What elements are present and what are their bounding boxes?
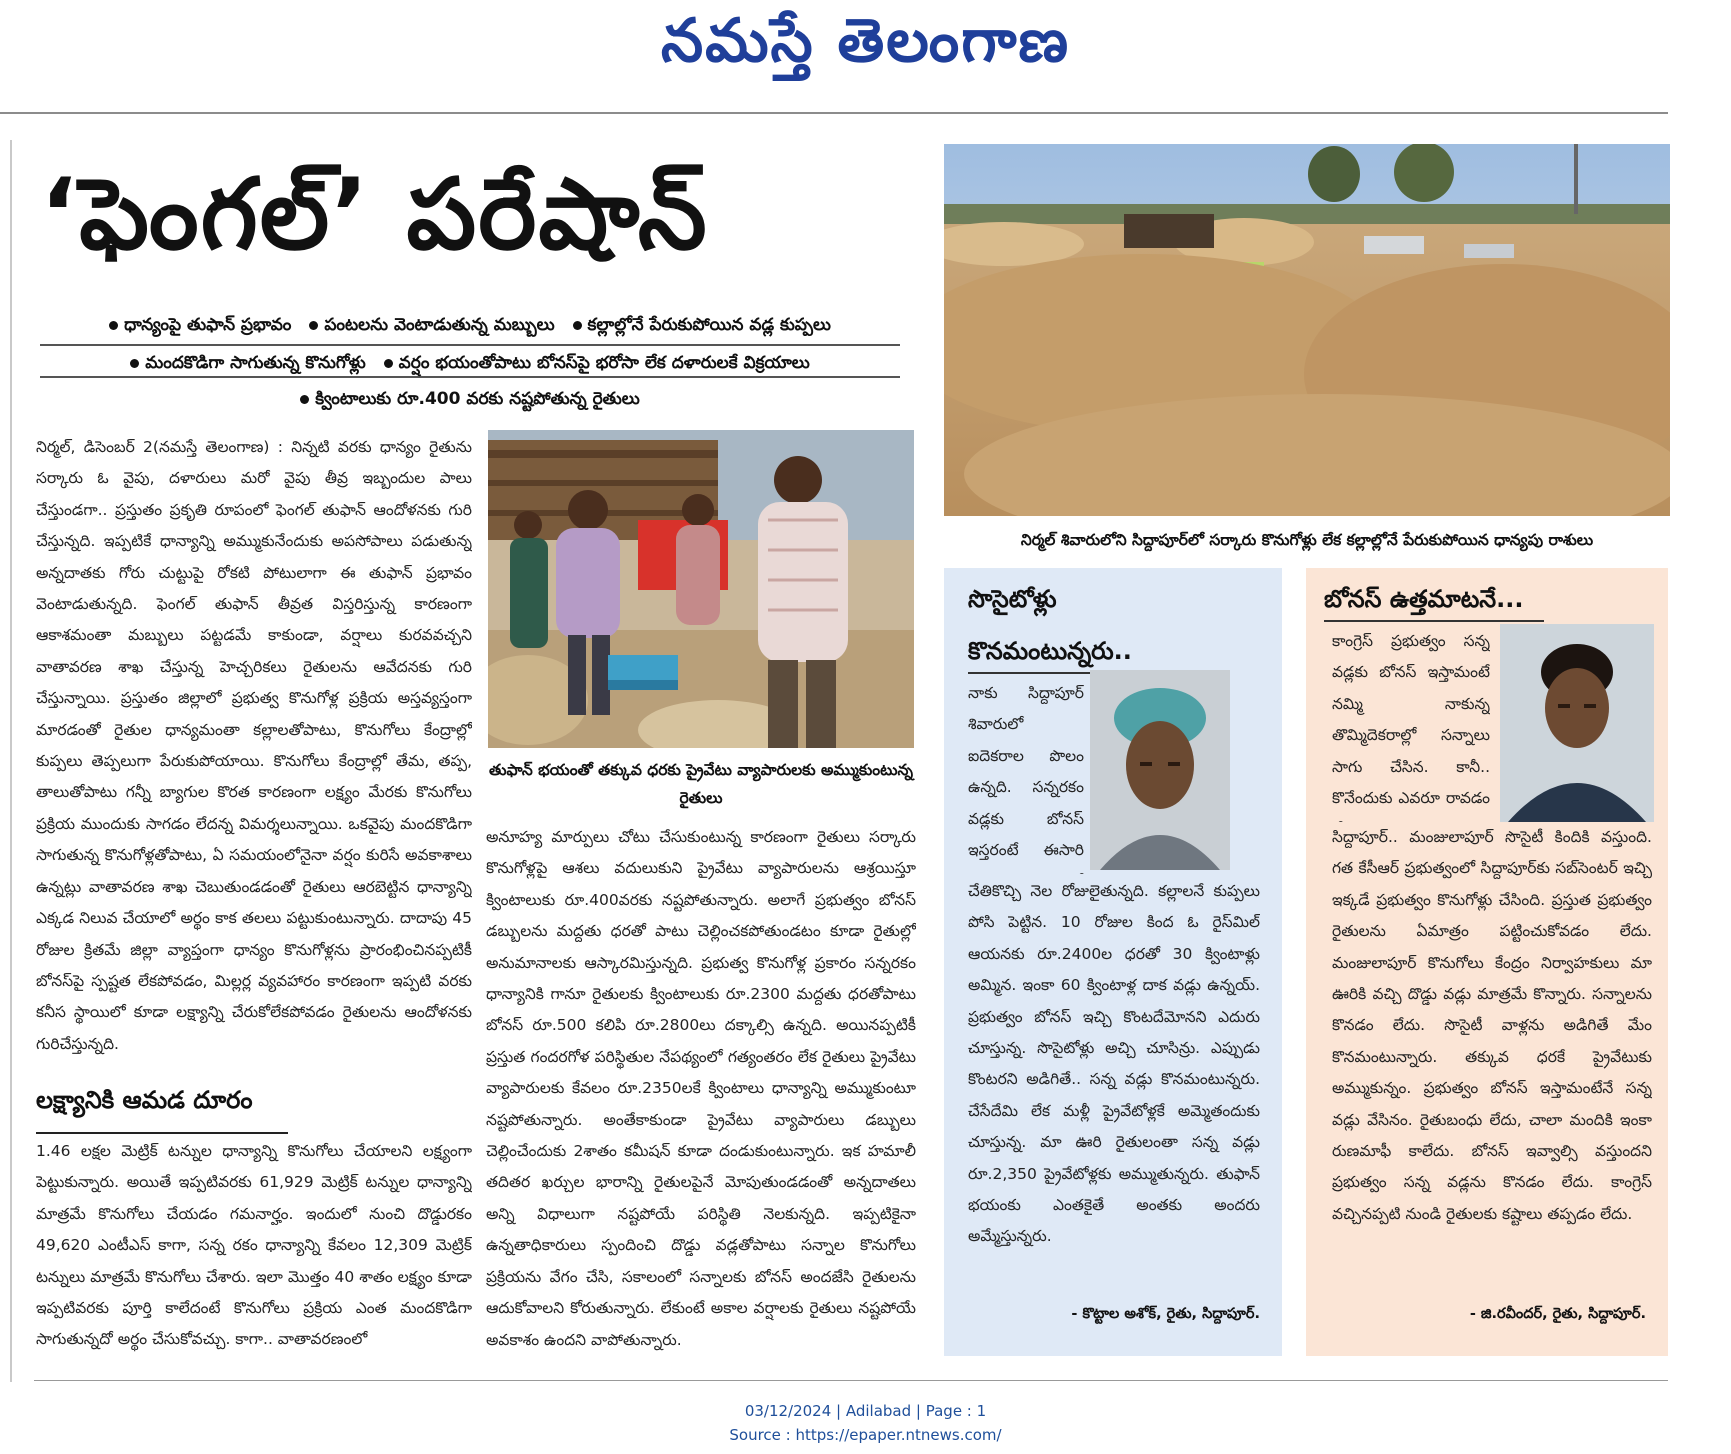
bullet-item: మందకొడిగా సాగుతున్న కొనుగోళ్లు <box>130 346 365 380</box>
page-left-border <box>10 140 12 1382</box>
bullet-item: పంటలను వెంటాడుతున్న మబ్బులు <box>309 308 554 342</box>
article-column-left-continued <box>36 1136 472 1356</box>
bullet-item: కల్లాల్లోనే పేరుకుపోయిన వడ్ల కుప్పలు <box>573 308 831 342</box>
bullet-dot-icon <box>300 395 309 404</box>
article-subhead: లక్ష్యానికి ఆమడ దూరం <box>36 1086 253 1114</box>
article-paragraph: నిర్మల్, డిసెంబర్ 2(నమస్తే తెలంగాణ) : నిన్నటి వరకు ధాన్యం రైతును సర్కారు ఓ వైపు, దళారులు మరో వైపు తీవ్ర ఇబ్బందుల పాలు చేస్తుండగా.. ప్రస్తుతం ప్రకృతి రూపంలో ఫెంగల్ తుఫాన్ ఆందోళనకు గురి చేస్తున్నది. ఇప్పటికే ధాన్యాన్ని అమ్ముకునేందుకు అపసోపాలు పడుతున్న అన్నదాతకు గోరు చుట్టుపై రోకటి పోటులాగా ఈ తుఫాన్ ప్రభావం వెంటాడుతున్నది. ఫెంగల్ తుఫాన్ తీవ్రత విస్తరిస్తున్న కారణంగా ఆకాశమంతా మబ్బులు పట్టడమే కాకుండా, వర్షాలు కురవవచ్చని వాతావరణ శాఖ చేస్తున్న హెచ్చరికలు రైతులను ఆవేదనకు గురి చేస్తున్నాయి. ప్రస్తుతం జిల్లాలో ప్రభుత్వ కొనుగోళ్ల ప్రక్రియ అస్తవ్యస్తంగా మారడంతో రైతుల ధాన్యమంతా కల్లాలతోపాటు, కొనుగోలు కేంద్రాల్లో కుప్పలు తెప్పలుగా పేరుకుపోయాయి. కొనుగోలు కేంద్రాల్లో తేమ, తప్ప, తాలుతోపాటు గన్నీ బ్యాగుల కొరత కారణంగా లక్ష్యం మేరకు కొనుగోలు ప్రక్రియ ముందుకు సాగడం లేదన్న విమర్శలున్నాయి. ఒకవైపు మందకొడిగా సాగుతున్న కొనుగోళ్లతోపాటు, ఏ సమయంలోనైనా వర్షం కురిసే అవకాశాలు ఉన్నట్లు వాతావరణ శాఖ చెబుతుండడంతో రైతులు ఆరబెట్టిన ధాన్యాన్ని ఎక్కడ నిలువ చేయాలో అర్థం కాక తలలు పట్టుకుంటున్నారు. దాదాపు 45 రోజుల క్రితమే జిల్లా వ్యాప్తంగా ధాన్యం కొనుగోళ్లను ప్రారంభించినప్పటికీ బోనస్‌పై స్పష్టత లేకపోవడం, మిల్లర్ల వ్యవహారం కారణంగా ఇప్పటి వరకు కనీస స్థాయిలో కూడా లక్ష్యాన్ని చేరుకోలేకపోవడం రైతులను ఆందోళనకు గురిచేస్తున్నది. <box>36 438 472 1053</box>
article-paragraph: అనూహ్య మార్పులు చోటు చేసుకుంటున్న కారణంగా రైతులు సర్కారు కొనుగోళ్లపై ఆశలు వదులుకుని ప్రైవేటు వ్యాపారులను ఆశ్రయిస్తూ క్వింటాలుకు రూ.400వరకు నష్టపోతున్నారు. అలాగే ప్రభుత్వం బోనస్ డబ్బులను మద్దతు ధరతో పాటు చెల్లించకపోతుండటం కూడా రైతుల్లో అనుమానాలకు ఆస్కారమిస్తున్నది. ప్రభుత్వ కొనుగోళ్ల ప్రకారం సన్నరకం ధాన్యానికి గానూ రైతులకు క్వింటాలుకు రూ.2300 మద్దతు ధరతోపాటు బోనస్ రూ.500 కలిపి రూ.2800లు దక్కాల్సి ఉన్నది. అయినప్పటికీ ప్రస్తుత గందరగోళ పరిస్థితుల నేపథ్యంలో గత్యంతరం లేక రైతులు ప్రైవేటు వ్యాపారులకు కేవలం రూ.2350లకే క్వింటాలు ధాన్యాన్ని అమ్ముకుంటూ నష్టపోతున్నారు. అంతేకాకుండా ప్రైవేటు వ్యాపారులు డబ్బులు చెల్లించేందుకు 2శాతం కమీషన్ కూడా దండుకుంటున్నారు. ఇక హమాలీ తదితర ఖర్చుల భారాన్ని రైతులపైనే మోపుతుండడంతో అన్నదాతలు అన్ని విధాలుగా నష్టపోయే పరిస్థితి నెలకున్నది. ఇప్పటికైనా ఉన్నతాధికారులు స్పందించి దొడ్డు వడ్లతోపాటు సన్నాల కొనుగోలు ప్రక్రియను వేగం చేసి, సకాలంలో సన్నాలకు బోనస్ అందజేసి రైతులను ఆదుకోవాలని కోరుతున్నారు. లేకుంటే అకాల వర్షాలకు రైతులు నష్టపోయే అవకాశం ఉందని వాపోతున్నారు. <box>486 828 916 1349</box>
bullet-dot-icon <box>573 321 582 330</box>
article-column-middle <box>486 822 916 1356</box>
photo-farmers-selling <box>488 430 914 748</box>
bullet-row-1 <box>40 308 900 342</box>
quote-text-top: కాంగ్రెస్ ప్రభుత్వం సన్న వడ్లకు బోనస్ ఇస్తామంటే నమ్మి నాకున్న తొమ్మిదెకరాల్లో సన్నాలు సాగు చేసిన. కానీ.. కొనేందుకు ఎవరూ రావడం <box>1332 632 1490 808</box>
headline: ‘ఫెంగల్’ పరేషాన్ <box>40 158 709 272</box>
footer-source-link[interactable]: Source : https://epaper.ntnews.com/ <box>729 1426 1002 1444</box>
quote-box-title-line1: సొసైటోళ్లు <box>968 585 1057 613</box>
bullet-item: ధాన్యంపై తుఫాన్ ప్రభావం <box>109 308 291 342</box>
quote-box-title-line2: కొనమంటున్నరు.. <box>968 637 1132 665</box>
photo-grain-heaps-image <box>944 144 1670 516</box>
masthead <box>0 0 1731 112</box>
portrait-farmer-ravinder-image <box>1500 624 1654 822</box>
quote-text-bottom: సిద్దాపూర్.. మంజులాపూర్ సొసైటీ కిందికి వస్తుంది. గత కేసీఆర్ ప్రభుత్వంలో సిద్దాపూర్‌కు సబ్‌సెంటర్ ఇచ్చి ఇక్కడే ప్రభుత్వం కొనుగోళ్లు చేసింది. ప్రస్తుత ప్రభుత్వం రైతులను ఏమాత్రం పట్టించుకోవడం లేదు. మంజులాపూర్ కొనుగోలు కేంద్రం నిర్వాహకులు మా ఊరికి వచ్చి దొడ్డు వడ్లు మాత్రమే కొన్నారు. సన్నాలను కొనడం లేదు. సొసైటీ వాళ్లను అడిగితే మేం కొనమంటున్నారు. తక్కువ ధరకే ప్రైవేటుకు అమ్ముకున్నం. ప్రభుత్వం బోనస్ ఇస్తామంటేనే సన్న వడ్లు వేసినం. రైతుబంధు లేదు, చాలా మందికి ఇంకా రుణమాఫీ కాలేదు. బోనస్ ఇవ్వాల్సి వస్తుందని ప్రభుత్వం సన్న వడ్లను కొనడం లేదు. కాంగ్రెస్ వచ్చినప్పటి నుండి రైతులకు కష్టాలు తప్పడం లేదు. <box>1332 828 1652 1223</box>
article-column-left <box>36 432 472 1072</box>
bullet-dot-icon <box>130 359 139 368</box>
quote-box-farmer-ravinder <box>1306 568 1668 1356</box>
bullet-dot-icon <box>109 321 118 330</box>
quote-signature: - కొట్టాల అశోక్, రైతు, సిద్దాపూర్. <box>1071 1306 1260 1322</box>
bullet-item: వర్షం భయంతోపాటు బోనస్‌పై భరోసా లేక దళారులకే విక్రయాలు <box>384 346 810 380</box>
quote-box-farmer-ashok <box>944 568 1282 1356</box>
quote-signature: - జి.రవీందర్, రైతు, సిద్దాపూర్. <box>1469 1306 1646 1322</box>
newspaper-logo: నమస్తే తెలంగాణ <box>660 6 1071 76</box>
quote-text-bottom: చేతికొచ్చి నెల రోజులైతున్నది. కల్లాలనే కుప్పలు పోసి పెట్టిన. 10 రోజుల కింద ఓ రైస్‌మిల్ ఆయనకు రూ.2400ల ధరతో 30 క్వింటాళ్లు అమ్మిన. ఇంకా 60 క్వింటాళ్ల దాక వడ్లు ఉన్నయ్. ప్రభుత్వం బోనస్ ఇచ్చి కొంటదేమోనని ఎదురు చూస్తున్న. సొసైటోళ్లు అచ్చి చూసిన్రు. ఎప్పుడు కొంటరని అడిగితే.. సన్న వడ్లు కొనమంటున్నరు. చేసేదేమి లేక మళ్లీ ప్రైవేటోళ్లకే అమ్మెతందుకు చూస్తున్న. మా ఊరి రైతులంతా సన్న వడ్లు రూ.2,350 ప్రైవేటోళ్లకు అమ్ముతున్నరు. తుఫాన్ భయంకు ఎంతకైతే అంతకు అందరు అమ్మేస్తున్నరు. <box>968 882 1260 1246</box>
article-paragraph: 1.46 లక్షల మెట్రిక్ టన్నుల ధాన్యాన్ని కొనుగోలు చేయాలని లక్ష్యంగా పెట్టుకున్నారు. అయితే ఇప్పటివరకు 61,929 మెట్రిక్ టన్నుల ధాన్యాన్ని మాత్రమే కొనుగోలు చేయడం గమనార్హం. ఇందులో నుంచి దొడ్డురకం 49,620 ఎంటీఎస్ కాగా, సన్న రకం ధాన్యాన్ని కేవలం 12,309 మెట్రిక్ టన్నులు మాత్రమే కొనుగోలు చేశారు. ఇలా మొత్తం 40 శాతం లక్ష్యం కూడా ఇప్పటివరకు పూర్తి కాలేదంటే కొనుగోలు ప్రక్రియ ఎంత మందకొడిగా సాగుతున్నదో అర్థం చేసుకోవచ్చు. కాగా.. వాతావరణంలో <box>36 1142 472 1349</box>
bullet-dot-icon <box>309 321 318 330</box>
photo-farmers-selling-image <box>488 430 914 748</box>
page-bottom-divider <box>34 1380 1668 1381</box>
quote-box-title-underline <box>1324 620 1544 622</box>
quote-box-title: బోనస్ ఉత్తమాటనే... <box>1324 585 1524 613</box>
bullet-dot-icon <box>384 359 393 368</box>
bullet-row-3 <box>40 382 900 416</box>
photo-grain-heaps <box>944 144 1670 516</box>
portrait-farmer-ashok <box>1090 670 1230 870</box>
footer-edition-info: 03/12/2024 | Adilabad | Page : 1 <box>744 1402 987 1420</box>
photo-caption-big: నిర్మల్ శివారులోని సిద్దాపూర్‌లో సర్కారు కొనుగోళ్లు లేక కల్లాల్లోనే పేరుకుపోయిన ధాన్యపు రాశులు <box>1020 531 1594 549</box>
bullet-row-2 <box>40 344 900 378</box>
portrait-farmer-ashok-image <box>1090 670 1230 870</box>
masthead-divider <box>0 112 1668 114</box>
quote-text-top: నాకు సిద్దాపూర్ శివారులో ఐదెకరాల పొలం ఉన్నది. సన్నరకం వడ్లకు బోనస్ ఇస్తరంటే ఈసారి <box>968 684 1084 860</box>
portrait-farmer-ravinder <box>1500 624 1654 822</box>
bullet-item: క్వింటాలుకు రూ.400 వరకు నష్టపోతున్న రైతులు <box>300 382 639 416</box>
subhead-underline <box>36 1132 288 1134</box>
photo-caption-small: తుఫాన్ భయంతో తక్కువ ధరకు ప్రైవేటు వ్యాపారులకు అమ్ముకుంటున్న రైతులు <box>489 761 913 807</box>
